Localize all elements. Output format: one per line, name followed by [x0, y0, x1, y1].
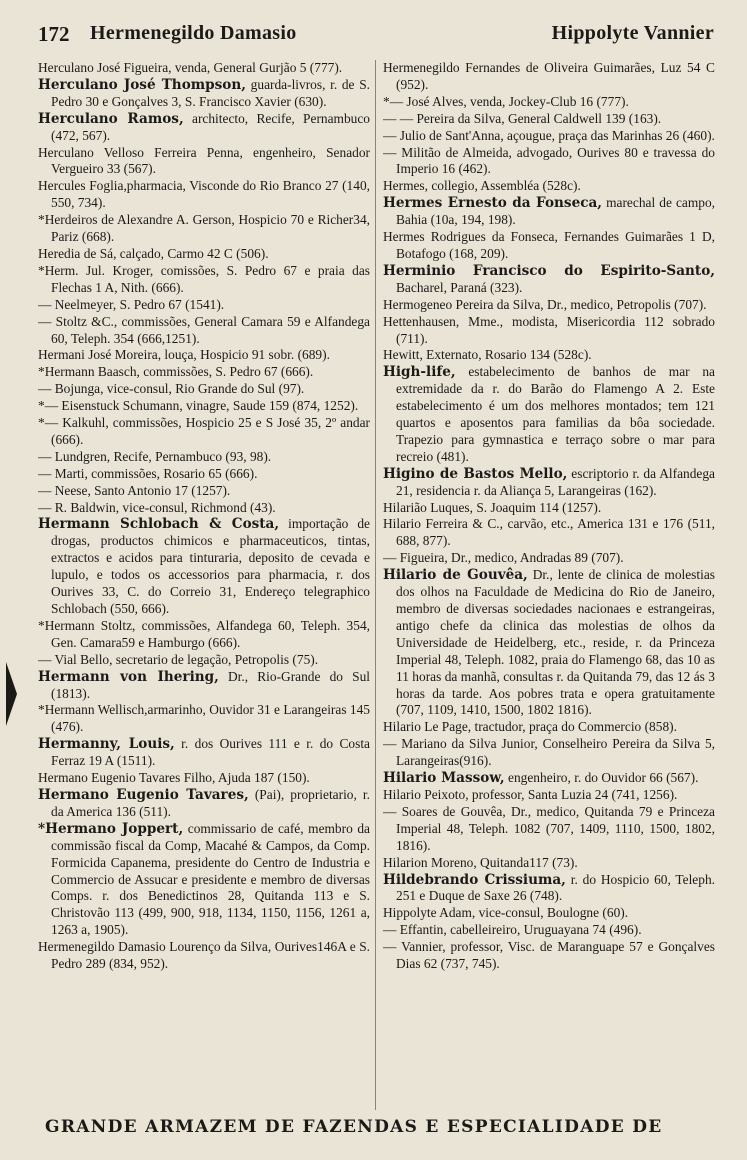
- entry-text: Hilarião Luques, S. Joaquim 114 (1257).: [383, 499, 602, 515]
- directory-entry: [383, 922, 715, 939]
- entry-name: Hermano Eugenio Tavares,: [38, 786, 249, 803]
- directory-entry: [38, 111, 370, 145]
- directory-entry: [38, 297, 370, 314]
- directory-entry: [38, 483, 370, 500]
- directory-entry: [38, 314, 370, 348]
- directory-entry: [383, 736, 715, 770]
- directory-entry: [383, 297, 715, 314]
- entry-text: — Neelmeyer, S. Pedro 67 (1541).: [38, 296, 225, 312]
- entry-text: Hercules Foglia,pharmacia, Visconde do Rio Branco 27 (140, 550, 734).: [38, 178, 370, 211]
- left-column: [38, 60, 370, 1115]
- entries-columns: [38, 60, 718, 1115]
- entry-text: *Hermann Baasch, commissões, S. Pedro 67 (666).: [38, 364, 314, 380]
- entry-name: Herculano José Thompson,: [38, 76, 246, 93]
- margin-bracket-mark: [6, 662, 17, 726]
- entry-text: *Herdeiros de Alexandre A. Gerson, Hospicio 70 e Richer34, Pariz (668).: [38, 212, 370, 245]
- directory-entry: [383, 229, 715, 263]
- directory-entry: [38, 381, 370, 398]
- directory-entry: [38, 516, 370, 617]
- directory-entry: [38, 364, 370, 381]
- entry-text: Hewitt, Externato, Rosario 134 (528c).: [383, 347, 592, 363]
- entry-text: — Marti, commissões, Rosario 65 (666).: [38, 465, 258, 481]
- directory-entry: [383, 364, 715, 465]
- directory-entry: [38, 618, 370, 652]
- entry-text: escriptorio r. da Alfandega 21, residencia r. da Aliança 5, Larangeiras (162).: [396, 465, 715, 498]
- entry-text: Hermano Eugenio Tavares Filho, Ajuda 187 (150).: [38, 770, 310, 786]
- entry-name: *Hermano Joppert,: [38, 820, 184, 837]
- directory-entry: [38, 466, 370, 483]
- directory-entry: [38, 415, 370, 449]
- entry-name: Hermanny, Louis,: [38, 736, 175, 753]
- entry-text: — Vial Bello, secretario de legação, Petropolis (75).: [38, 651, 319, 667]
- entry-text: Herculano Velloso Ferreira Penna, engenheiro, Senador Vergueiro 33 (567).: [38, 144, 370, 177]
- directory-entry: [38, 347, 370, 364]
- page-header: [38, 22, 714, 52]
- entry-text: Hilario Le Page, tractudor, praça do Commercio (858).: [383, 719, 677, 735]
- entry-text: marechal de campo, Bahia (10a, 194, 198).: [396, 195, 715, 228]
- entry-text: — Neese, Santo Antonio 17 (1257).: [38, 482, 231, 498]
- entry-text: Herculano José Figueira, venda, General Gurjão 5 (777).: [38, 60, 343, 75]
- directory-entry: [383, 314, 715, 348]
- directory-entry: [383, 567, 715, 719]
- entry-text: Hermes Rodrigues da Fonseca, Fernandes Guimarães 1 D, Botafogo (168, 209).: [383, 229, 715, 261]
- entry-name: Higino de Bastos Mello,: [383, 465, 568, 482]
- directory-entry: [383, 347, 715, 364]
- directory-entry: [383, 550, 715, 567]
- entry-text: importação de drogas, productos chimicos e pharmaceuticos, tintas, extractos e acidos para tinturaria, deposito de cevada e lupulo, e todos os accessorios para pharmacia, r. dos Ourives 33, C. do Correio 31, Endereço telegraphico Schlobach (550, 666).: [51, 516, 370, 616]
- entry-text: Dr., lente de clinica de molestias dos olhos na Faculdade de Medicina do Rio de Janeiro, membro de diversas sociedades nacionaes e estrangeiras, antigo chefe da clinica das molestias de olhos da Universidade de Heidelberg, etc., reside, r. da Princeza Imperial 48, Teleph. 1082, praia do Flamengo 68, das 10 as 11 horas da manhã, consultas r. da Quitanda 79, das 12 ás 3 horas da tarde. Aos pobres trata e opera gratuitamente (707, 1109, 1410, 1500, 1802 1816).: [396, 567, 715, 718]
- entry-text: r. do Hospicio 60, Teleph. 251 e Duque de Saxe 26 (748).: [396, 871, 715, 904]
- entry-text: Hilario Ferreira & C., carvão, etc., America 131 e 176 (511, 688, 877).: [383, 516, 715, 549]
- entry-text: (Pai), proprietario, r. da America 136 (511).: [51, 786, 370, 819]
- entry-text: *— Kalkuhl, commissões, Hospicio 25 e S José 35, 2º andar (666).: [38, 415, 370, 447]
- entry-text: — Mariano da Silva Junior, Conselheiro Pereira da Silva 5, Larangeiras(916).: [383, 736, 715, 769]
- directory-entry: [38, 770, 370, 787]
- directory-entry: [38, 398, 370, 415]
- entry-text: — Effantin, cabelleireiro, Uruguayana 74 (496).: [383, 922, 642, 938]
- entry-name: Herculano Ramos,: [38, 110, 184, 127]
- entry-text: — Bojunga, vice-consul, Rio Grande do Sul (97).: [38, 381, 305, 397]
- entry-text: estabelecimento de banhos de mar na extremidade da r. do Barão do Flamengo A 2. Este estabelecimento é um dos melhores montados; tem 121 quartos e aposentos para familias da bôa sociedade. Trapezio para gymnastica e terraço sobre o mar para recreio (481).: [396, 364, 715, 464]
- directory-entry: [38, 500, 370, 517]
- directory-entry: [383, 94, 715, 111]
- directory-entry: [38, 821, 370, 939]
- entry-text: — — Pereira da Silva, General Caldwell 139 (163).: [383, 110, 662, 126]
- directory-entry: [383, 872, 715, 906]
- entry-name: Herminio Francisco do Espirito-Santo,: [383, 262, 715, 279]
- directory-entry: [383, 60, 715, 94]
- entry-text: — R. Baldwin, vice-consul, Richmond (43).: [38, 499, 276, 515]
- directory-entry: [38, 60, 370, 77]
- right-running-head: Hippolyte Vannier: [551, 22, 714, 44]
- entry-text: *Hermann Wellisch,armarinho, Ouvidor 31 e Larangeiras 145 (476).: [38, 702, 370, 735]
- directory-entry: [38, 702, 370, 736]
- directory-entry: [383, 939, 715, 973]
- entry-name: Hermann Schlobach & Costa,: [38, 516, 280, 533]
- entry-text: *Herm. Jul. Kroger, comissões, S. Pedro 67 e praia das Flechas 1 A, Nith. (666).: [38, 262, 370, 295]
- entry-text: — Stoltz &C., commissões, General Camara 59 e Alfandega 60, Teleph. 354 (666,1251).: [38, 313, 370, 346]
- directory-entry: [383, 145, 715, 179]
- entry-text: Dr., Rio-Grande do Sul (1813).: [51, 668, 370, 701]
- entry-text: — Lundgren, Recife, Pernambuco (93, 98).: [38, 448, 272, 464]
- entry-name: Hildebrando Crissiuma,: [383, 871, 566, 888]
- directory-entry: [38, 246, 370, 263]
- directory-entry: [38, 449, 370, 466]
- entry-text: Hermenegildo Fernandes de Oliveira Guimarães, Luz 54 C (952).: [383, 60, 715, 92]
- directory-entry: [38, 669, 370, 703]
- entry-text: *— Eisenstuck Schumann, vinagre, Saude 159 (874, 1252).: [38, 398, 359, 414]
- directory-entry: [383, 128, 715, 145]
- directory-entry: [383, 787, 715, 804]
- entry-name: Hilario de Gouvêa,: [383, 567, 528, 584]
- entry-text: — Soares de Gouvêa, Dr., medico, Quitanda 79 e Princeza Imperial 48, Teleph. 1082 (707, 1409, 1110, 1500, 1802, 1816).: [383, 803, 715, 853]
- directory-entry: [38, 77, 370, 111]
- entry-text: — Militão de Almeida, advogado, Ourives 80 e travessa do Imperio 16 (462).: [383, 144, 715, 177]
- entry-text: Hilario Peixoto, professor, Santa Luzia 24 (741, 1256).: [383, 786, 678, 802]
- entry-text: *Hermann Stoltz, commissões, Alfandega 60, Teleph. 354, Gen. Camara59 e Hamburgo (666).: [38, 617, 370, 650]
- entry-text: Hippolyte Adam, vice-consul, Boulogne (60).: [383, 905, 629, 921]
- entry-text: Hermenegildo Damasio Lourenço da Silva, Ourives146A e S. Pedro 289 (834, 952).: [38, 939, 370, 972]
- entry-text: *— José Alves, venda, Jockey-Club 16 (777).: [383, 93, 629, 109]
- entry-text: Hermani José Moreira, louça, Hospicio 91 sobr. (689).: [38, 347, 330, 363]
- directory-entry: [38, 178, 370, 212]
- entry-text: Hermogeneo Pereira da Silva, Dr., medico, Petropolis (707).: [383, 296, 707, 312]
- entry-text: Hermes, collegio, Assembléa (528c).: [383, 178, 581, 194]
- directory-entry: [383, 195, 715, 229]
- entry-name: High-life,: [383, 364, 456, 381]
- directory-entry: [383, 770, 715, 787]
- entry-text: Heredia de Sá, calçado, Carmo 42 C (506).: [38, 245, 269, 261]
- directory-entry: [383, 516, 715, 550]
- directory-entry: [383, 111, 715, 128]
- entry-name: Hilario Massow,: [383, 770, 505, 787]
- entry-text: guarda-livros, r. de S. Pedro 30 e Gonçalves 3, S. Francisco Xavier (630).: [51, 76, 370, 109]
- page-number: 172: [38, 22, 70, 46]
- directory-entry: [383, 466, 715, 500]
- left-running-head: Hermenegildo Damasio: [90, 22, 297, 44]
- directory-entry: [38, 145, 370, 179]
- directory-entry: [38, 652, 370, 669]
- entry-text: engenheiro, r. do Ouvidor 66 (567).: [504, 770, 699, 786]
- directory-entry: [383, 500, 715, 517]
- right-column: [383, 60, 715, 1115]
- directory-entry: [383, 855, 715, 872]
- directory-entry: [38, 212, 370, 246]
- directory-entry: [383, 804, 715, 855]
- entry-text: Hettenhausen, Mme., modista, Misericordia 112 sobrado (711).: [383, 313, 715, 346]
- directory-entry: [383, 263, 715, 297]
- entry-name: Hermes Ernesto da Fonseca,: [383, 195, 603, 212]
- entry-name: Hermann von Ihering,: [38, 668, 219, 685]
- footer-advert: GRANDE ARMAZEM DE FAZENDAS E ESPECIALIDADE DE: [45, 1117, 663, 1137]
- directory-entry: [383, 178, 715, 195]
- entry-text: — Figueira, Dr., medico, Andradas 89 (707).: [383, 550, 624, 566]
- directory-entry: [38, 787, 370, 821]
- entry-text: Hilarion Moreno, Quitanda117 (73).: [383, 854, 578, 870]
- directory-entry: [38, 263, 370, 297]
- directory-entry: [38, 939, 370, 973]
- directory-entry: [383, 719, 715, 736]
- entry-text: Bacharel, Paraná (323).: [396, 279, 523, 295]
- entry-text: — Julio de Sant'Anna, açougue, praça das Marinhas 26 (460).: [383, 127, 715, 143]
- directory-entry: [38, 736, 370, 770]
- entry-text: — Vannier, professor, Visc. de Maranguape 57 e Gonçalves Dias 62 (737, 745).: [383, 939, 715, 972]
- entry-text: commissario de café, membro da commissão fiscal da Comp, Macahé & Campos, da Comp. Formicida Capanema, presidente do Centro de Industria e Commercio de Assucar e presidente e membro de diversas Comps. r. dos Benedictinos 28, Quitanda 113 e S. Christovão 113 (499, 900, 918, 1134, 1150, 1156, 1261 a, 1263 a, 1905).: [51, 820, 370, 938]
- entry-text: architecto, Recife, Pernambuco (472, 567).: [51, 110, 370, 143]
- directory-entry: [383, 905, 715, 922]
- entry-text: r. dos Ourives 111 e r. do Costa Ferraz 19 A (1511).: [51, 736, 370, 769]
